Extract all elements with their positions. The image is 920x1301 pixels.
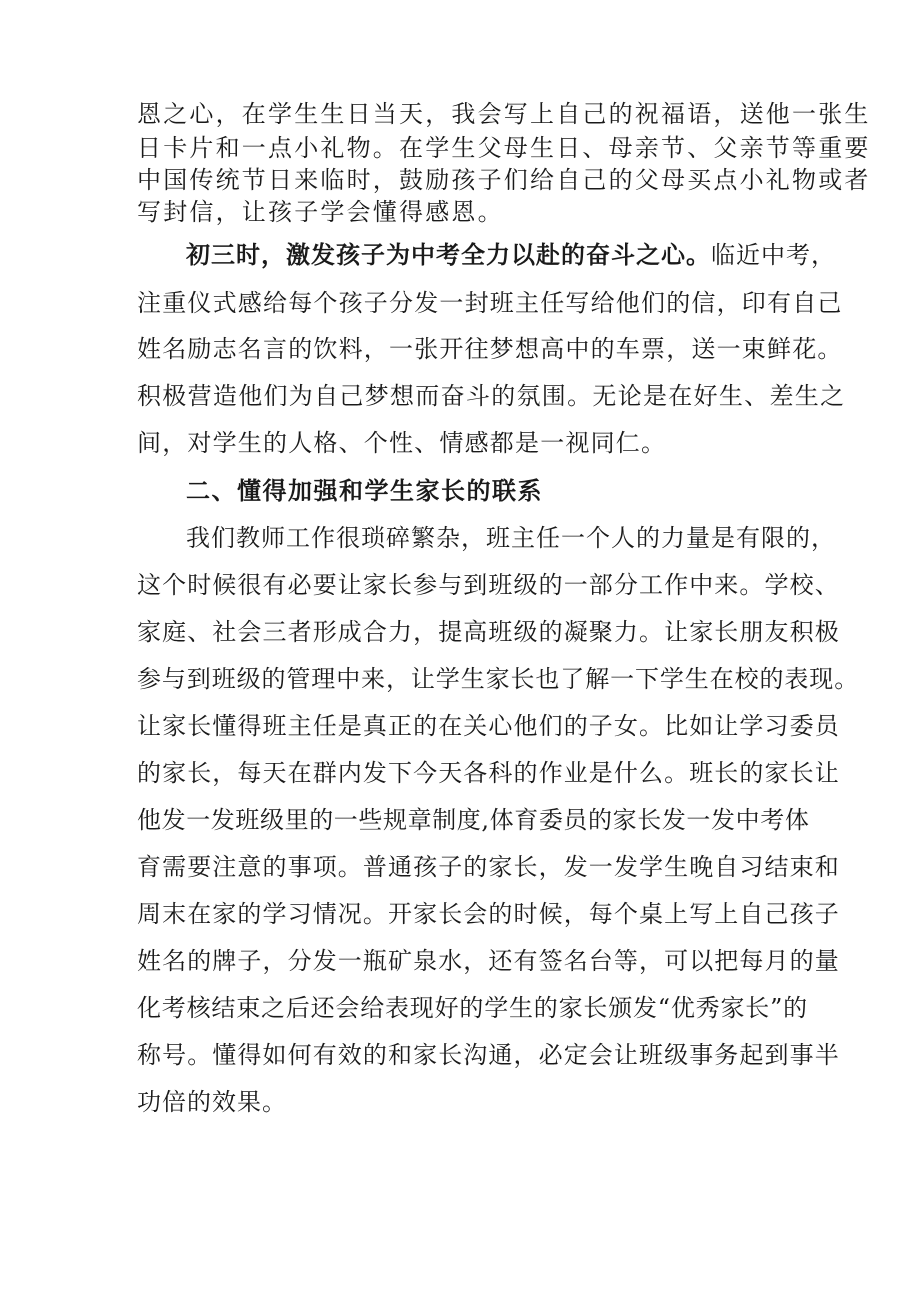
- paragraph-line: 我们教师工作很琐碎繁杂，班主任一个人的力量是有限的，: [186, 524, 836, 552]
- paragraph-line: 日卡片和一点小礼物。在学生父母生日、母亲节、父亲节等重要: [137, 134, 871, 162]
- paragraph-line: 育需要注意的事项。普通孩子的家长，发一发学生晚自习结束和: [137, 853, 840, 881]
- paragraph-line: 恩之心，在学生生日当天，我会写上自己的祝福语，送他一张生: [137, 100, 871, 128]
- paragraph-line: 功倍的效果。: [137, 1088, 287, 1116]
- paragraph-line: 中国传统节日来临时，鼓励孩子们给自己的父母买点小礼物或者: [137, 166, 871, 194]
- paragraph-line: 积极营造他们为自己梦想而奋斗的氛围。无论是在好生、差生之: [137, 382, 846, 410]
- paragraph-line: 他发一发班级里的一些规章制度,体育委员的家长发一发中考体: [137, 806, 810, 834]
- paragraph-line: 周末在家的学习情况。开家长会的时候，每个桌上写上自己孩子: [137, 900, 840, 928]
- paragraph-line: 姓名的牌子，分发一瓶矿泉水，还有签名台等，可以把每月的量: [137, 947, 840, 975]
- paragraph-line: 的家长，每天在群内发下今天各科的作业是什么。班长的家长让: [137, 759, 840, 787]
- paragraph-line: 家庭、社会三者形成合力，提高班级的凝聚力。让家长朋友积极: [137, 618, 840, 646]
- paragraph-line: 注重仪式感给每个孩子分发一封班主任写给他们的信，印有自己: [137, 289, 843, 317]
- section-heading: 二、懂得加强和学生家长的联系: [186, 476, 543, 505]
- paragraph-line: 写封信，让孩子学会懂得感恩。: [137, 198, 504, 226]
- paragraph-lead-line: [186, 239, 866, 271]
- paragraph-line: 称号。懂得如何有效的和家长沟通，必定会让班级事务起到事半: [137, 1041, 840, 1069]
- paragraph-line: 化考核结束之后还会给表现好的学生的家长颁发“优秀家长”的: [137, 994, 808, 1022]
- paragraph-line: 这个时候很有必要让家长参与到班级的一部分工作中来。学校、: [137, 571, 840, 599]
- paragraph-line: 间，对学生的人格、个性、情感都是一视同仁。: [137, 429, 667, 457]
- paragraph-lead-rest: 临近中考，: [711, 241, 836, 269]
- paragraph-line: 姓名励志名言的饮料，一张开往梦想高中的车票，送一束鲜花。: [137, 335, 843, 363]
- paragraph-line: 参与到班级的管理中来，让学生家长也了解一下学生在校的表现。: [137, 665, 860, 693]
- paragraph-line: 让家长懂得班主任是真正的在关心他们的子女。比如让学习委员: [137, 712, 840, 740]
- paragraph-lead-bold: 初三时，激发孩子为中考全力以赴的奋斗之心。: [186, 240, 711, 269]
